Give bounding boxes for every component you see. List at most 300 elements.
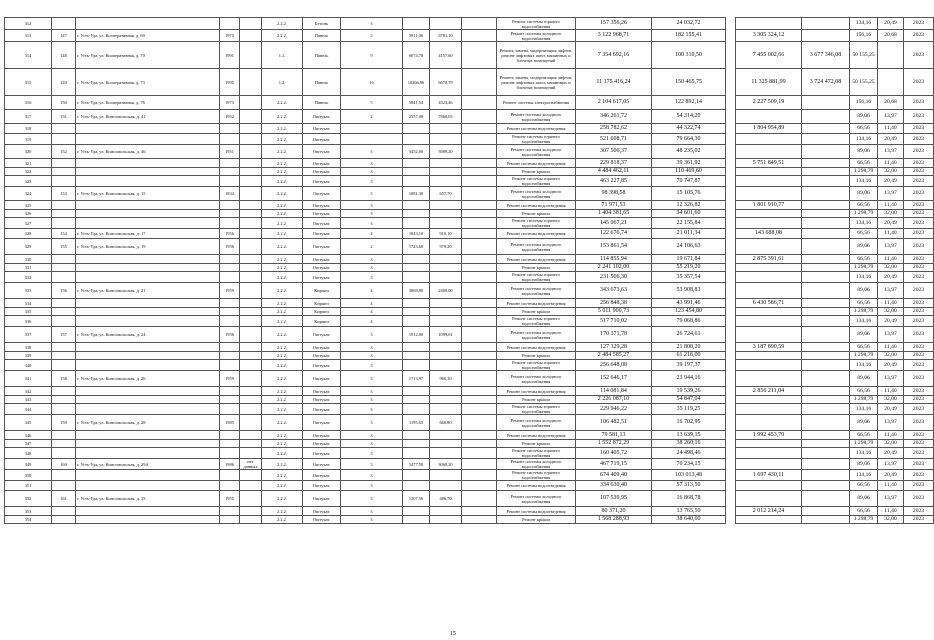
spacer bbox=[462, 18, 497, 30]
table-row bbox=[5, 327, 934, 343]
lift-cost bbox=[802, 316, 850, 327]
spacer bbox=[462, 229, 497, 239]
address: г. Усть-Уда, ул. Комсомольская, д. 19 bbox=[76, 239, 220, 255]
work-code: 2.2.2. bbox=[262, 218, 303, 229]
work-code: 2.2.2. bbox=[262, 448, 303, 459]
limit-per-sqm bbox=[878, 69, 904, 96]
total-area bbox=[403, 316, 430, 327]
cost-per-sqm: 55 219,20 bbox=[652, 264, 726, 272]
gap bbox=[726, 470, 736, 481]
limit-cost: 89,06 bbox=[850, 110, 878, 124]
work-code: 2.2.2. bbox=[262, 159, 303, 168]
table-row bbox=[5, 352, 934, 360]
living-area: 666,80 bbox=[430, 415, 462, 431]
work-type: Ремонт крыши bbox=[497, 168, 576, 176]
house-id bbox=[52, 201, 76, 210]
total-area: 2557,00 bbox=[403, 110, 430, 124]
build-year-note: нет данных bbox=[240, 459, 262, 470]
lift-cost bbox=[802, 229, 850, 239]
living-area bbox=[430, 255, 462, 264]
work-type: Ремонт системы водоотведения bbox=[497, 255, 576, 264]
gap bbox=[726, 145, 736, 159]
wall-material: Оштукат. bbox=[303, 396, 341, 404]
address bbox=[76, 470, 220, 481]
cost-per-sqm: 70 234,15 bbox=[652, 459, 726, 470]
limit-per-sqm: 32,00 bbox=[878, 308, 904, 316]
cost-per-sqm: 13 765,50 bbox=[652, 507, 726, 516]
build-year bbox=[220, 481, 240, 491]
house-id: 161 bbox=[52, 491, 76, 507]
row-number: 330 bbox=[5, 255, 52, 264]
work-type: Ремонт, замена, модернизация лифтов, ремонт лифтовых шахт, машинных и блочных помещений bbox=[497, 69, 576, 96]
floors: 3 bbox=[341, 470, 403, 481]
address: г. Усть-Уда, ул. Комсомольская, д. 21 bbox=[76, 283, 220, 299]
total-area: 1043,10 bbox=[403, 229, 430, 239]
build-year bbox=[220, 431, 240, 440]
limit-cost: 156,16 bbox=[850, 30, 878, 42]
table-row bbox=[5, 168, 934, 176]
house-total: 11 325 881,99 bbox=[736, 69, 802, 96]
limit-per-sqm: 11,40 bbox=[878, 299, 904, 308]
limit-cost: 1 298,79 bbox=[850, 440, 878, 448]
work-code: 2.2.2. bbox=[262, 360, 303, 371]
limit-per-sqm: 13,97 bbox=[878, 145, 904, 159]
house-total bbox=[736, 218, 802, 229]
house-id: 156 bbox=[52, 283, 76, 299]
gap bbox=[726, 396, 736, 404]
house-total bbox=[736, 327, 802, 343]
floors: 4 bbox=[341, 308, 403, 316]
limit-per-sqm: 13,97 bbox=[878, 239, 904, 255]
wall-material: Оштукат. bbox=[303, 218, 341, 229]
floors bbox=[341, 134, 403, 145]
work-cost: 2 484 585,27 bbox=[576, 352, 652, 360]
house-id bbox=[52, 404, 76, 415]
wall-material: Оштукат. bbox=[303, 481, 341, 491]
limit-per-sqm: 20,49 bbox=[878, 404, 904, 415]
work-code: 2.2.2. bbox=[262, 387, 303, 396]
address bbox=[76, 218, 220, 229]
plan-year-start: 2023 bbox=[904, 176, 934, 187]
work-code: 2.2.2. bbox=[262, 308, 303, 316]
work-code: 2.2.2. bbox=[262, 507, 303, 516]
work-cost: 127 329,28 bbox=[576, 343, 652, 352]
cost-per-sqm: 53 908,83 bbox=[652, 283, 726, 299]
house-total bbox=[736, 264, 802, 272]
row-number: 328 bbox=[5, 229, 52, 239]
wall-material: Оштукат. bbox=[303, 516, 341, 524]
build-year-note bbox=[240, 264, 262, 272]
house-total bbox=[736, 459, 802, 470]
limit-per-sqm: 32,00 bbox=[878, 210, 904, 218]
build-year-note bbox=[240, 371, 262, 387]
house-id: 149 bbox=[52, 69, 76, 96]
limit-cost: 89,06 bbox=[850, 491, 878, 507]
wall-material: Оштукат. bbox=[303, 491, 341, 507]
cost-per-sqm: 24 498,46 bbox=[652, 448, 726, 459]
row-number: 327 bbox=[5, 218, 52, 229]
work-code: 2.2.2. bbox=[262, 327, 303, 343]
build-year bbox=[220, 352, 240, 360]
spacer bbox=[462, 448, 497, 459]
floors: 2 bbox=[341, 239, 403, 255]
total-area: 1912,00 bbox=[403, 327, 430, 343]
table-row bbox=[5, 229, 934, 239]
living-area bbox=[430, 124, 462, 134]
plan-year-start: 2023 bbox=[904, 159, 934, 168]
living-area bbox=[430, 516, 462, 524]
table-row bbox=[5, 431, 934, 440]
house-total bbox=[736, 272, 802, 283]
row-number: 348 bbox=[5, 448, 52, 459]
floors: 3 bbox=[341, 481, 403, 491]
living-area bbox=[430, 159, 462, 168]
spacer bbox=[462, 431, 497, 440]
address bbox=[76, 360, 220, 371]
total-area bbox=[403, 448, 430, 459]
house-id bbox=[52, 316, 76, 327]
floors: 3 bbox=[341, 352, 403, 360]
limit-per-sqm: 11,40 bbox=[878, 255, 904, 264]
floors: 3 bbox=[341, 18, 403, 30]
work-cost: 521 608,71 bbox=[576, 134, 652, 145]
house-total bbox=[736, 176, 802, 187]
build-year-note bbox=[240, 124, 262, 134]
gap bbox=[726, 187, 736, 201]
wall-material: Панель bbox=[303, 42, 341, 69]
plan-year-start: 2023 bbox=[904, 343, 934, 352]
address bbox=[76, 431, 220, 440]
work-cost: 258 782,62 bbox=[576, 124, 652, 134]
lift-cost bbox=[802, 459, 850, 470]
address bbox=[76, 124, 220, 134]
wall-material: Оштукат. bbox=[303, 176, 341, 187]
row-number: 339 bbox=[5, 352, 52, 360]
total-area bbox=[403, 218, 430, 229]
living-area: 7860,03 bbox=[430, 110, 462, 124]
work-code: 2.2.2. bbox=[262, 18, 303, 30]
total-area bbox=[403, 159, 430, 168]
house-total: 1 697 430,11 bbox=[736, 470, 802, 481]
work-code: 2.2.2. bbox=[262, 283, 303, 299]
wall-material: Оштукат. bbox=[303, 145, 341, 159]
house-id bbox=[52, 343, 76, 352]
house-total bbox=[736, 187, 802, 201]
limit-cost: 66,56 bbox=[850, 481, 878, 491]
work-code: 1.1. bbox=[262, 42, 303, 69]
build-year-note bbox=[240, 201, 262, 210]
limit-cost: 134,16 bbox=[850, 404, 878, 415]
spacer bbox=[462, 316, 497, 327]
house-total: 2 875 391,61 bbox=[736, 255, 802, 264]
address: г. Усть-Уда, ул. Кооперативная, д. 69 bbox=[76, 30, 220, 42]
gap bbox=[726, 415, 736, 431]
build-year-note bbox=[240, 507, 262, 516]
build-year bbox=[220, 272, 240, 283]
work-cost: 152 646,17 bbox=[576, 371, 652, 387]
work-type: Ремонт крыши bbox=[497, 264, 576, 272]
limit-per-sqm: 11,40 bbox=[878, 343, 904, 352]
plan-year-start: 2023 bbox=[904, 201, 934, 210]
spacer bbox=[462, 124, 497, 134]
floors: 3 bbox=[341, 264, 403, 272]
cost-per-sqm: 122 892,14 bbox=[652, 96, 726, 110]
house-total bbox=[736, 396, 802, 404]
address bbox=[76, 264, 220, 272]
lift-cost bbox=[802, 415, 850, 431]
total-area bbox=[403, 360, 430, 371]
build-year bbox=[220, 516, 240, 524]
cost-per-sqm: 24 032,72 bbox=[652, 18, 726, 30]
work-cost: 1 568 288,93 bbox=[576, 516, 652, 524]
house-total bbox=[736, 239, 802, 255]
gap bbox=[726, 308, 736, 316]
floors: 3 bbox=[341, 210, 403, 218]
floors: 5 bbox=[341, 30, 403, 42]
lift-cost bbox=[802, 491, 850, 507]
build-year-note bbox=[240, 352, 262, 360]
limit-per-sqm: 20,49 bbox=[878, 218, 904, 229]
lift-cost bbox=[802, 481, 850, 491]
spacer bbox=[462, 299, 497, 308]
house-id bbox=[52, 308, 76, 316]
build-year: 1956 bbox=[220, 239, 240, 255]
limit-per-sqm: 13,97 bbox=[878, 491, 904, 507]
build-year bbox=[220, 404, 240, 415]
work-code: 2.2.2. bbox=[262, 239, 303, 255]
row-number: 323 bbox=[5, 176, 52, 187]
build-year bbox=[220, 507, 240, 516]
limit-per-sqm: 32,00 bbox=[878, 516, 904, 524]
row-number: 338 bbox=[5, 343, 52, 352]
total-area bbox=[403, 431, 430, 440]
lift-cost bbox=[802, 327, 850, 343]
limit-cost: 134,16 bbox=[850, 272, 878, 283]
house-total bbox=[736, 168, 802, 176]
build-year bbox=[220, 176, 240, 187]
address: г. Усть-Уда, ул. Комсомольская, д. 26 bbox=[76, 371, 220, 387]
wall-material: Оштукат. bbox=[303, 168, 341, 176]
table-row bbox=[5, 134, 934, 145]
limit-per-sqm: 32,00 bbox=[878, 396, 904, 404]
total-area bbox=[403, 176, 430, 187]
limit-cost: 1 298,79 bbox=[850, 396, 878, 404]
build-year: 1991 bbox=[220, 42, 240, 69]
work-cost: 2 226 087,10 bbox=[576, 396, 652, 404]
limit-per-sqm: 20,49 bbox=[878, 176, 904, 187]
gap bbox=[726, 134, 736, 145]
living-area bbox=[430, 308, 462, 316]
limit-cost: 1 298,79 bbox=[850, 210, 878, 218]
gap bbox=[726, 507, 736, 516]
cost-per-sqm: 15 105,76 bbox=[652, 187, 726, 201]
limit-per-sqm: 20,49 bbox=[878, 316, 904, 327]
total-area bbox=[403, 210, 430, 218]
limit-cost: 89,06 bbox=[850, 327, 878, 343]
total-area bbox=[403, 299, 430, 308]
row-number: 317 bbox=[5, 110, 52, 124]
build-year: 1973 bbox=[220, 30, 240, 42]
limit-per-sqm: 20,68 bbox=[878, 30, 904, 42]
address bbox=[76, 507, 220, 516]
cost-per-sqm: 100 310,50 bbox=[652, 42, 726, 69]
table-row bbox=[5, 159, 934, 168]
plan-year-start: 2023 bbox=[904, 327, 934, 343]
work-cost: 71 971,53 bbox=[576, 201, 652, 210]
work-cost: 2 104 617,05 bbox=[576, 96, 652, 110]
build-year-note bbox=[240, 308, 262, 316]
cost-per-sqm: 150 465,75 bbox=[652, 69, 726, 96]
lift-cost bbox=[802, 308, 850, 316]
address: г. Усть-Уда, ул. Комсомольская, д. 29А bbox=[76, 459, 220, 470]
house-id: 151 bbox=[52, 110, 76, 124]
limit-cost: 66,56 bbox=[850, 299, 878, 308]
address bbox=[76, 134, 220, 145]
build-year: 1995 bbox=[220, 69, 240, 96]
work-type: Ремонт системы горячего водоснабжения bbox=[497, 176, 576, 187]
work-code: 2.2.2. bbox=[262, 96, 303, 110]
row-number: 349 bbox=[5, 459, 52, 470]
wall-material: Панель bbox=[303, 96, 341, 110]
address bbox=[76, 404, 220, 415]
house-total: 7 455 002,66 bbox=[736, 42, 802, 69]
address bbox=[76, 440, 220, 448]
lift-cost bbox=[802, 110, 850, 124]
build-year-note bbox=[240, 387, 262, 396]
table-row bbox=[5, 360, 934, 371]
cost-per-sqm: 110 469,60 bbox=[652, 168, 726, 176]
work-type: Ремонт системы холодного водоснабжения bbox=[497, 145, 576, 159]
lift-cost bbox=[802, 387, 850, 396]
total-area: 1713,97 bbox=[403, 371, 430, 387]
build-year: 1973 bbox=[220, 96, 240, 110]
row-number: 313 bbox=[5, 30, 52, 42]
work-code: 2.2.2. bbox=[262, 415, 303, 431]
total-area bbox=[403, 440, 430, 448]
spacer bbox=[462, 360, 497, 371]
spacer bbox=[462, 187, 497, 201]
house-total bbox=[736, 404, 802, 415]
limit-per-sqm: 20,49 bbox=[878, 360, 904, 371]
house-total: 2 012 214,24 bbox=[736, 507, 802, 516]
plan-year-start: 2023 bbox=[904, 124, 934, 134]
house-id: 160 bbox=[52, 459, 76, 470]
work-cost: 231 506,30 bbox=[576, 272, 652, 283]
living-area: 2400,00 bbox=[430, 283, 462, 299]
spacer bbox=[462, 440, 497, 448]
lift-cost: 3 677 346,08 bbox=[802, 42, 850, 69]
work-type: Ремонт крыши bbox=[497, 308, 576, 316]
work-code: 2.2.2. bbox=[262, 229, 303, 239]
total-area: 3452,00 bbox=[403, 145, 430, 159]
living-area bbox=[430, 507, 462, 516]
build-year: 1952 bbox=[220, 110, 240, 124]
work-code: 2.2.2. bbox=[262, 440, 303, 448]
row-number: 322 bbox=[5, 168, 52, 176]
spacer bbox=[462, 96, 497, 110]
wall-material: Оштукат. bbox=[303, 255, 341, 264]
row-number: 341 bbox=[5, 371, 52, 387]
work-code: 2.2.2. bbox=[262, 168, 303, 176]
lift-cost bbox=[802, 210, 850, 218]
table-row bbox=[5, 30, 934, 42]
cost-per-sqm: 54 314,20 bbox=[652, 110, 726, 124]
build-year bbox=[220, 264, 240, 272]
row-number: 346 bbox=[5, 431, 52, 440]
floors: 3 bbox=[341, 516, 403, 524]
page-number: 15 bbox=[450, 631, 456, 637]
living-area bbox=[430, 176, 462, 187]
limit-per-sqm: 11,40 bbox=[878, 481, 904, 491]
address bbox=[76, 448, 220, 459]
limit-cost: 89,06 bbox=[850, 459, 878, 470]
work-type: Ремонт системы водоотведения bbox=[497, 481, 576, 491]
row-number: 329 bbox=[5, 239, 52, 255]
build-year: 1956 bbox=[220, 327, 240, 343]
build-year-note bbox=[240, 210, 262, 218]
work-type: Ремонт крыши bbox=[497, 440, 576, 448]
floors: 3 bbox=[341, 201, 403, 210]
lift-cost bbox=[802, 201, 850, 210]
lift-cost bbox=[802, 516, 850, 524]
row-number: 319 bbox=[5, 134, 52, 145]
house-total bbox=[736, 18, 802, 30]
gap bbox=[726, 176, 736, 187]
plan-year-start: 2023 bbox=[904, 448, 934, 459]
build-year: 1959 bbox=[220, 283, 240, 299]
table-row bbox=[5, 448, 934, 459]
address: г. Усть-Уда, ул. Комсомольская, д. 46 bbox=[76, 145, 220, 159]
build-year-note bbox=[240, 42, 262, 69]
table-row bbox=[5, 187, 934, 201]
row-number: 334 bbox=[5, 299, 52, 308]
house-id bbox=[52, 255, 76, 264]
address: г. Усть-Уда, ул. Кооперативная, д. 70 bbox=[76, 42, 220, 69]
house-total: 2 227 509,19 bbox=[736, 96, 802, 110]
build-year-note bbox=[240, 218, 262, 229]
work-cost: 1 552 872,29 bbox=[576, 440, 652, 448]
limit-cost: 66,56 bbox=[850, 159, 878, 168]
total-area bbox=[403, 168, 430, 176]
living-area bbox=[430, 316, 462, 327]
limit-per-sqm: 20,49 bbox=[878, 134, 904, 145]
table-row bbox=[5, 110, 934, 124]
total-area bbox=[403, 516, 430, 524]
work-type: Ремонт системы водоотведения bbox=[497, 229, 576, 239]
work-cost: 80 371,20 bbox=[576, 507, 652, 516]
build-year-note bbox=[240, 448, 262, 459]
limit-cost: 134,16 bbox=[850, 134, 878, 145]
plan-year-start: 2023 bbox=[904, 387, 934, 396]
gap bbox=[726, 316, 736, 327]
spacer bbox=[462, 218, 497, 229]
plan-year-start: 2023 bbox=[904, 396, 934, 404]
house-total bbox=[736, 210, 802, 218]
cost-per-sqm: 24 106,63 bbox=[652, 239, 726, 255]
floors: 3 bbox=[341, 360, 403, 371]
limit-cost: 89,06 bbox=[850, 145, 878, 159]
limit-cost: 66,56 bbox=[850, 229, 878, 239]
limit-per-sqm: 32,00 bbox=[878, 440, 904, 448]
work-code: 2.2.2. bbox=[262, 176, 303, 187]
living-area: 3989,20 bbox=[430, 145, 462, 159]
address bbox=[76, 176, 220, 187]
work-type: Ремонт системы горячего водоснабжения bbox=[497, 134, 576, 145]
plan-year-start: 2023 bbox=[904, 264, 934, 272]
gap bbox=[726, 110, 736, 124]
work-cost: 11 175 416,24 bbox=[576, 69, 652, 96]
floors: 16 bbox=[341, 69, 403, 96]
